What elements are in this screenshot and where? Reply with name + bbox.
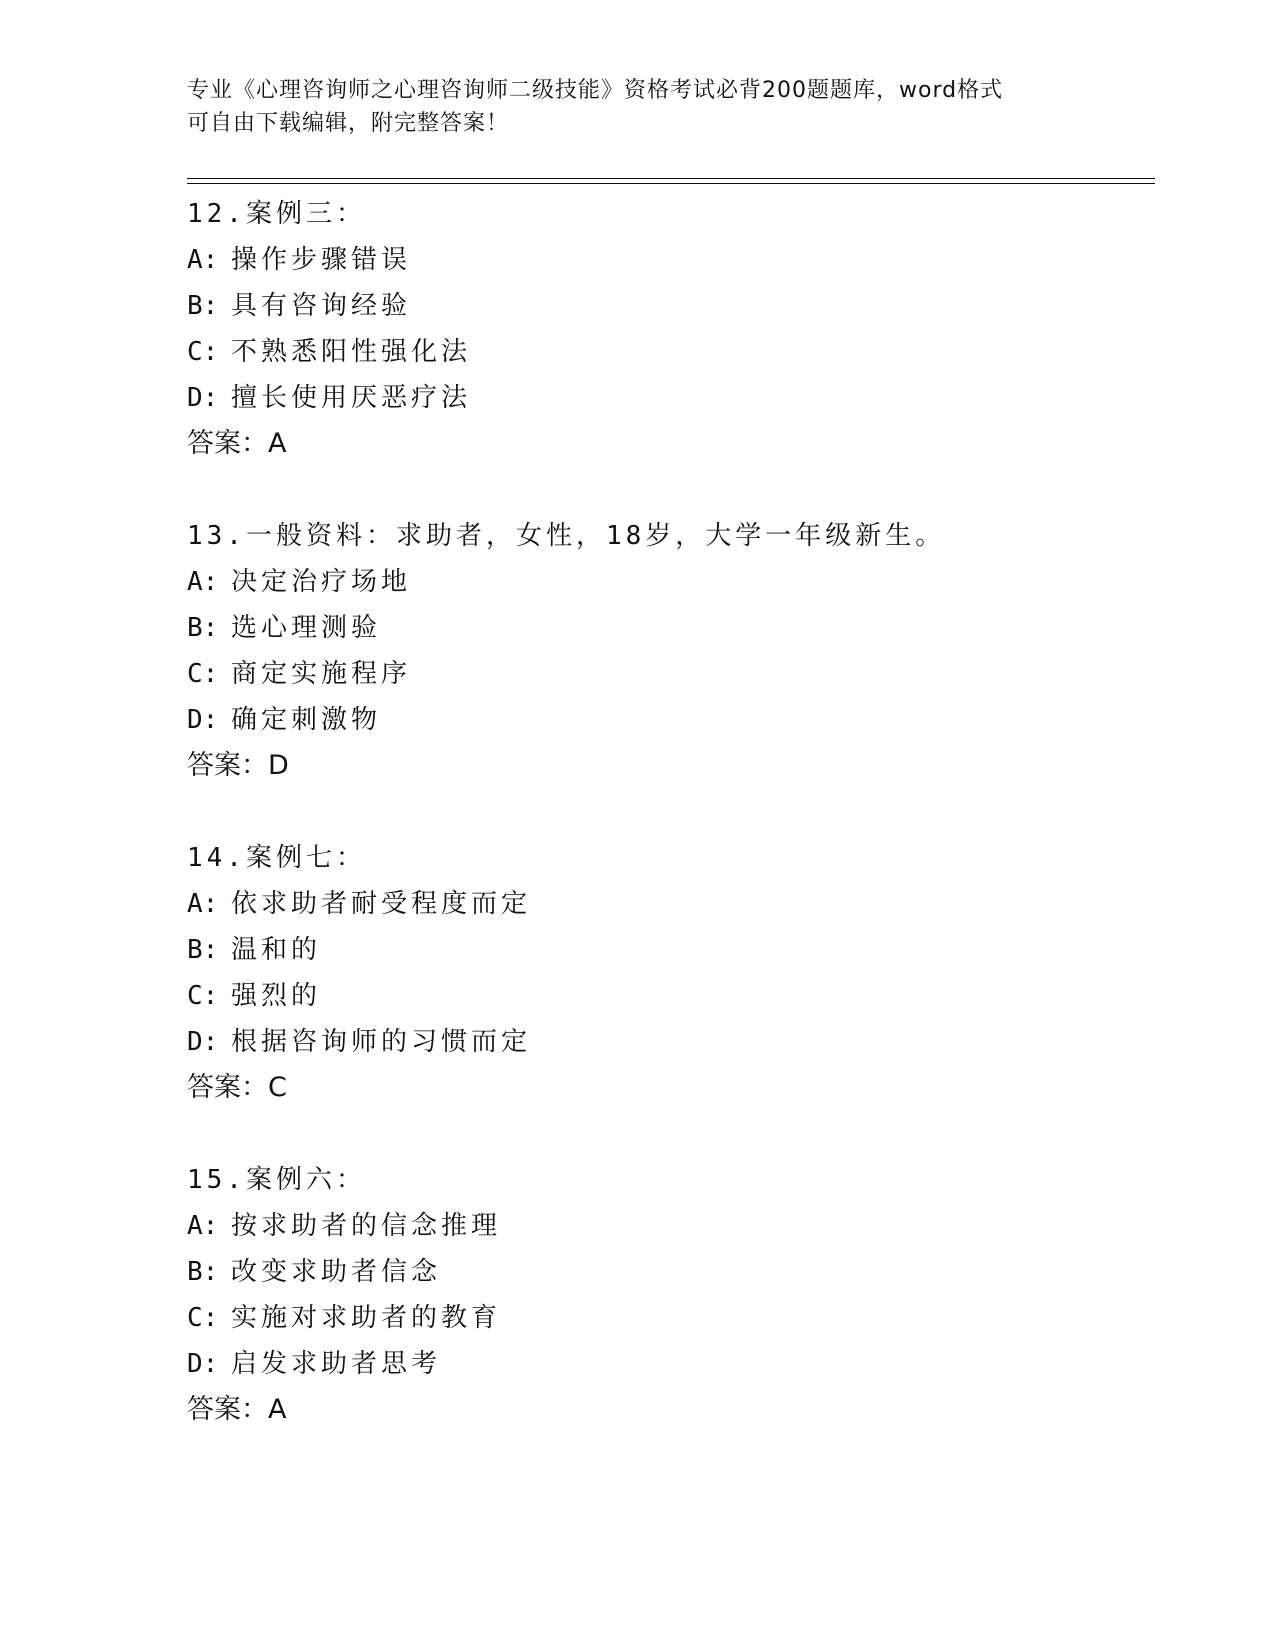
option-letter: B: [187, 291, 219, 321]
option-letter: A: [187, 245, 219, 275]
answer-line: 答案：C [187, 1072, 287, 1103]
option-b [187, 1249, 1155, 1295]
option-letter: D: [187, 1027, 219, 1057]
option-letter: C: [187, 1303, 219, 1333]
document-header [187, 74, 1087, 140]
option-text: 依求助者耐受程度而定 [231, 889, 532, 919]
option-d [187, 1341, 1155, 1387]
option-text: 实施对求助者的教育 [231, 1303, 502, 1333]
question-stem: 12.案例三： [187, 199, 366, 229]
question-stem: 14.案例七： [187, 843, 366, 873]
option-text: 操作步骤错误 [231, 245, 412, 275]
option-text: 按求助者的信念推理 [231, 1211, 502, 1241]
option-c [187, 651, 1155, 697]
option-letter: A: [187, 1211, 219, 1241]
option-letter: D: [187, 705, 219, 735]
option-text: 决定治疗场地 [231, 567, 412, 597]
option-text: 具有咨询经验 [231, 291, 412, 321]
option-letter: D: [187, 383, 219, 413]
question-stem: 15.案例六： [187, 1165, 366, 1195]
option-c [187, 329, 1155, 375]
option-text: 商定实施程序 [231, 659, 412, 689]
option-letter: B: [187, 613, 219, 643]
option-letter: A: [187, 567, 219, 597]
header-line-2: 可自由下载编辑，附完整答案！ [187, 111, 510, 136]
option-letter: C: [187, 337, 219, 367]
question-12 [187, 191, 1155, 467]
question-13 [187, 513, 1155, 789]
option-text: 根据咨询师的习惯而定 [231, 1027, 532, 1057]
answer-line: 答案：A [187, 428, 287, 459]
option-text: 改变求助者信念 [231, 1257, 442, 1287]
question-stem: 13.一般资料：求助者，女性，18岁，大学一年级新生。 [187, 521, 946, 551]
option-letter: A: [187, 889, 219, 919]
option-d [187, 1019, 1155, 1065]
question-15 [187, 1157, 1155, 1433]
option-a [187, 1203, 1155, 1249]
header-divider-bottom [187, 183, 1155, 184]
header-divider-top [187, 178, 1155, 179]
answer-line: 答案：A [187, 1394, 287, 1425]
option-letter: B: [187, 1257, 219, 1287]
option-text: 擅长使用厌恶疗法 [231, 383, 472, 413]
option-c [187, 973, 1155, 1019]
option-text: 温和的 [231, 935, 322, 965]
question-14 [187, 835, 1155, 1111]
question-list [187, 191, 1155, 1479]
option-text: 不熟悉阳性强化法 [231, 337, 472, 367]
option-letter: C: [187, 659, 219, 689]
option-a [187, 559, 1155, 605]
option-d [187, 375, 1155, 421]
answer-line: 答案：D [187, 750, 289, 781]
option-b [187, 605, 1155, 651]
option-letter: D: [187, 1349, 219, 1379]
option-b [187, 927, 1155, 973]
option-b [187, 283, 1155, 329]
option-c [187, 1295, 1155, 1341]
option-text: 启发求助者思考 [231, 1349, 442, 1379]
option-d [187, 697, 1155, 743]
option-a [187, 237, 1155, 283]
option-text: 强烈的 [231, 981, 322, 1011]
option-letter: B: [187, 935, 219, 965]
header-line-1: 专业《心理咨询师之心理咨询师二级技能》资格考试必背200题题库，word格式 [187, 78, 1004, 103]
option-letter: C: [187, 981, 219, 1011]
option-a [187, 881, 1155, 927]
option-text: 选心理测验 [231, 613, 382, 643]
option-text: 确定刺激物 [231, 705, 382, 735]
